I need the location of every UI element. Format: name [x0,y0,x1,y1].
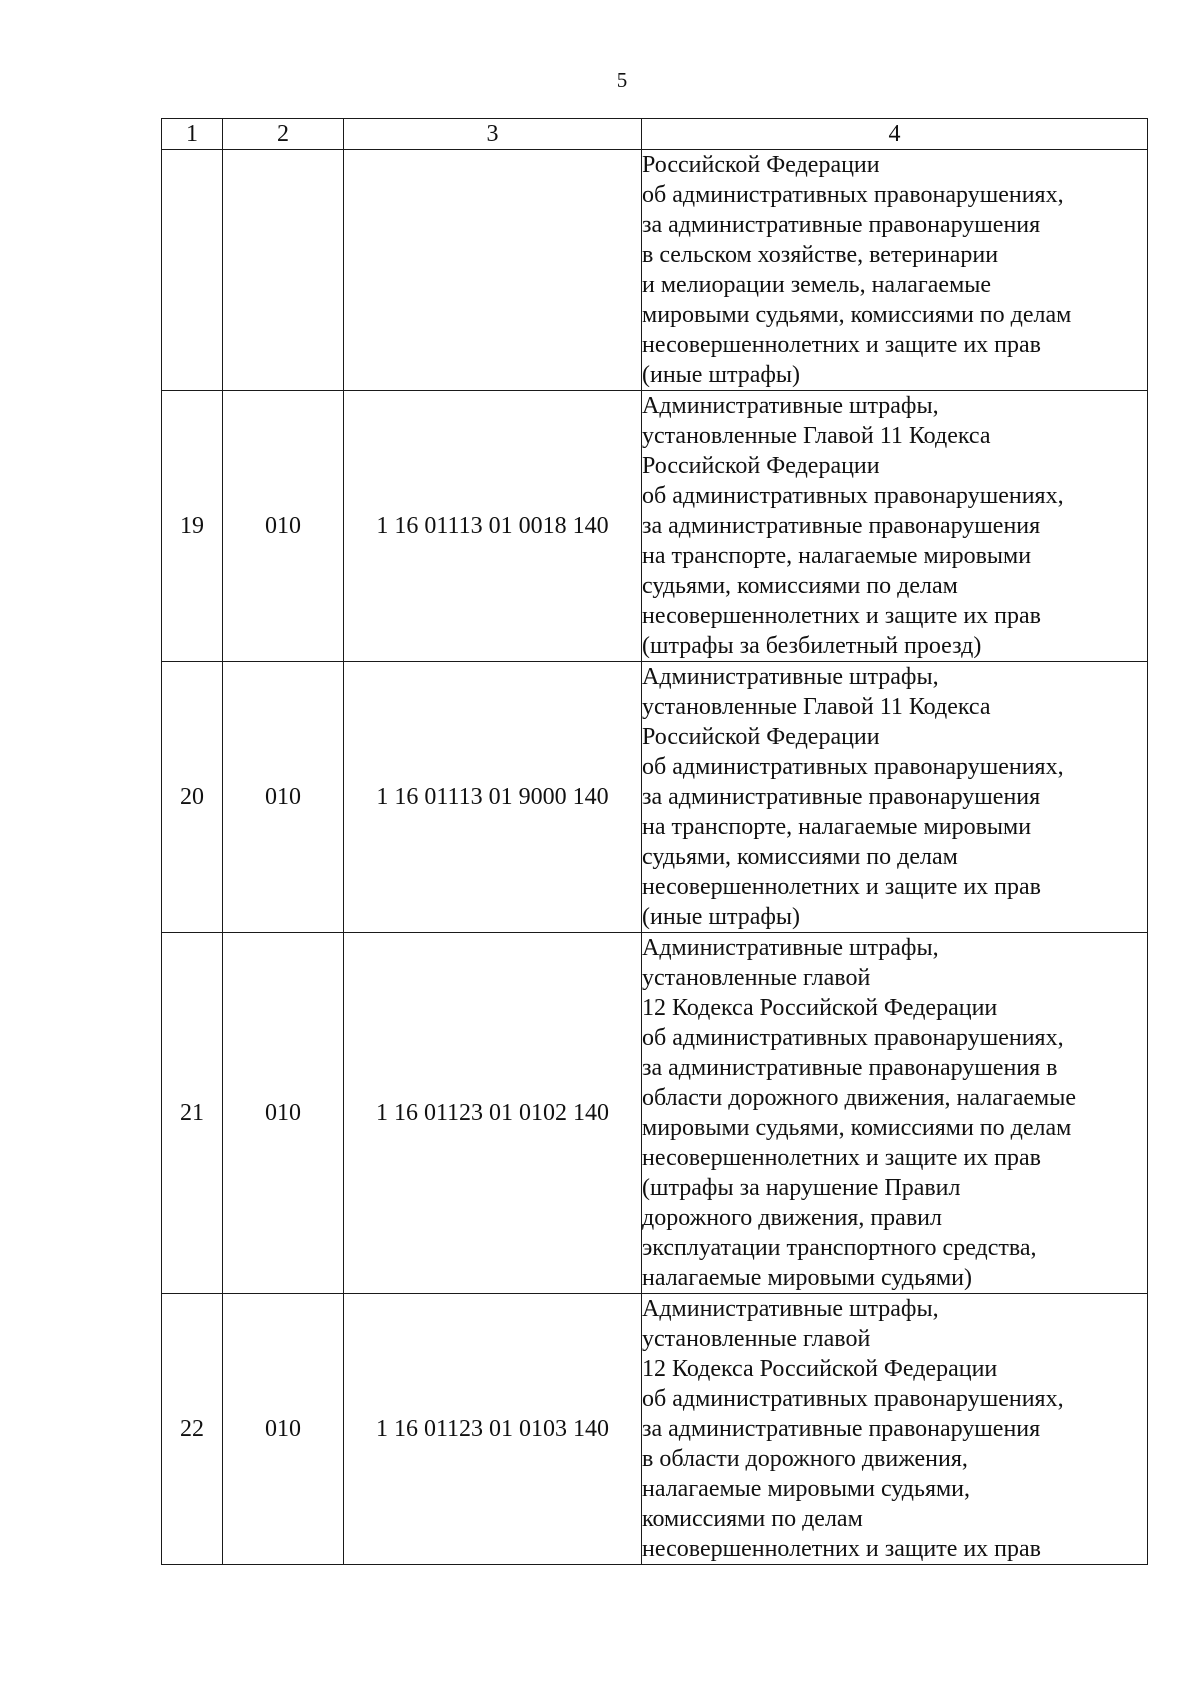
admin-code: 010 [223,391,344,662]
row-number: 20 [162,662,223,933]
budget-classification-code [344,150,642,391]
description-line: несовершеннолетних и защите их прав [642,874,1042,900]
description-line: Российской Федерации [642,453,880,479]
description-line: судьями, комиссиями по делам [642,573,958,599]
fine-description [642,1294,1148,1565]
description-line: установленные главой [642,1326,871,1352]
fine-description [642,150,1148,391]
description-line: в области дорожного движения, [642,1446,968,1472]
description-line: за административные правонарушения [642,1416,1041,1442]
description-line: за административные правонарушения [642,513,1041,539]
table-row [162,662,1148,933]
description-line: за административные правонарушения [642,784,1041,810]
description-line: несовершеннолетних и защите их прав [642,1536,1042,1562]
description-line: судьями, комиссиями по делам [642,844,958,870]
row-number: 22 [162,1294,223,1565]
column-header: 4 [642,119,1148,150]
description-line: и мелиорации земель, налагаемые [642,272,992,298]
description-line: установленные Главой 11 Кодекса [642,694,991,720]
description-line: дорожного движения, правил [642,1205,942,1231]
description-line: в сельском хозяйстве, ветеринарии [642,242,999,268]
description-line: установленные Главой 11 Кодекса [642,423,991,449]
column-header: 3 [344,119,642,150]
description-line: (штрафы за нарушение Правил [642,1175,961,1201]
description-line: Административные штрафы, [642,664,939,690]
description-line: мировыми судьями, комиссиями по делам [642,1115,1072,1141]
description-line: налагаемые мировыми судьями) [642,1265,973,1291]
description-line: Административные штрафы, [642,935,939,961]
column-header: 1 [162,119,223,150]
description-line: несовершеннолетних и защите их прав [642,332,1042,358]
description-line: Российской Федерации [642,724,880,750]
budget-classification-code: 1 16 01123 01 0102 140 [344,933,642,1294]
description-line: 12 Кодекса Российской Федерации [642,1356,998,1382]
description-line: налагаемые мировыми судьями, [642,1476,971,1502]
budget-classification-code: 1 16 01113 01 0018 140 [344,391,642,662]
table-row [162,933,1148,1294]
description-line: (штрафы за безбилетный проезд) [642,633,982,659]
table-row [162,150,1148,391]
description-line: несовершеннолетних и защите их прав [642,1145,1042,1171]
description-line: на транспорте, налагаемые мировыми [642,814,1032,840]
admin-code [223,150,344,391]
description-line: Административные штрафы, [642,1296,939,1322]
description-line: 12 Кодекса Российской Федерации [642,995,998,1021]
description-line: (иные штрафы) [642,904,801,930]
description-line: Административные штрафы, [642,393,939,419]
description-line: на транспорте, налагаемые мировыми [642,543,1032,569]
table-header-row [162,119,1148,150]
description-line: об административных правонарушениях, [642,483,1064,509]
row-number: 19 [162,391,223,662]
budget-classification-code: 1 16 01113 01 9000 140 [344,662,642,933]
description-line: (иные штрафы) [642,362,801,388]
fines-table [161,118,1148,1565]
table-row [162,391,1148,662]
description-line: области дорожного движения, налагаемые [642,1085,1076,1111]
page-number: 5 [616,68,628,92]
description-line: эксплуатации транспортного средства, [642,1235,1037,1261]
fine-description [642,662,1148,933]
fine-description [642,391,1148,662]
description-line: об административных правонарушениях, [642,754,1064,780]
row-number: 21 [162,933,223,1294]
description-line: об административных правонарушениях, [642,1025,1064,1051]
description-line: Российской Федерации [642,152,880,178]
description-line: об административных правонарушениях, [642,1386,1064,1412]
fine-description [642,933,1148,1294]
description-line: об административных правонарушениях, [642,182,1064,208]
description-line: за административные правонарушения в [642,1055,1058,1081]
description-line: несовершеннолетних и защите их прав [642,603,1042,629]
table-row [162,1294,1148,1565]
admin-code: 010 [223,933,344,1294]
budget-classification-code: 1 16 01123 01 0103 140 [344,1294,642,1565]
description-line: мировыми судьями, комиссиями по делам [642,302,1072,328]
column-header: 2 [223,119,344,150]
description-line: установленные главой [642,965,871,991]
admin-code: 010 [223,662,344,933]
row-number [162,150,223,391]
description-line: комиссиями по делам [642,1506,863,1532]
description-line: за административные правонарушения [642,212,1041,238]
admin-code: 010 [223,1294,344,1565]
